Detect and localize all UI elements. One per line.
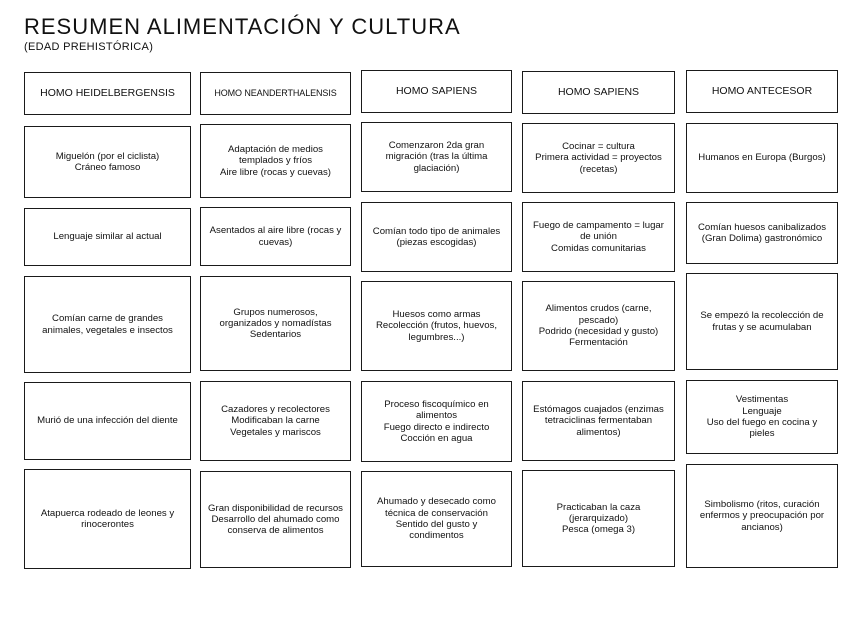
cell: Murió de una infección del diente <box>24 382 191 460</box>
cell: Se empezó la recolección de frutas y se acumulaban <box>686 273 838 370</box>
column-header: HOMO HEIDELBERGENSIS <box>24 72 191 115</box>
cell: Fuego de campamento = lugar de unión Comidas comunitarias <box>522 202 675 272</box>
column-header: HOMO NEANDERTHALENSIS <box>200 72 351 115</box>
cell: Vestimentas Lenguaje Uso del fuego en cocina y pieles <box>686 380 838 454</box>
cell: Practicaban la caza (jerarquizado) Pesca (omega 3) <box>522 470 675 567</box>
column-header: HOMO SAPIENS <box>522 71 675 114</box>
cell: Simbolismo (ritos, curación enfermos y preocupación por ancianos) <box>686 464 838 568</box>
cell: Ahumado y desecado como técnica de conservación Sentido del gusto y condimentos <box>361 471 512 567</box>
cell: Miguelón (por el ciclista) Cráneo famoso <box>24 126 191 198</box>
cell: Alimentos crudos (carne, pescado) Podrido (necesidad y gusto) Fermentación <box>522 281 675 371</box>
page-subtitle: (EDAD PREHISTÓRICA) <box>24 41 154 53</box>
cell: Adaptación de medios templados y fríos Aire libre (rocas y cuevas) <box>200 124 351 198</box>
cell: Proceso fiscoquímico en alimentos Fuego directo e indirecto Cocción en agua <box>361 381 512 462</box>
cell: Atapuerca rodeado de leones y rinocerontes <box>24 469 191 569</box>
cell: Cocinar = cultura Primera actividad = proyectos (recetas) <box>522 123 675 193</box>
cell: Grupos numerosos, organizados y nomadístas Sedentarios <box>200 276 351 371</box>
cell: Asentados al aire libre (rocas y cuevas) <box>200 207 351 266</box>
cell: Comían carne de grandes animales, vegetales e insectos <box>24 276 191 373</box>
cell: Estómagos cuajados (enzimas tetraciclinas fermentaban alimentos) <box>522 381 675 461</box>
cell: Comían todo tipo de animales (piezas escogidas) <box>361 202 512 272</box>
cell: Huesos como armas Recolección (frutos, huevos, legumbres...) <box>361 281 512 371</box>
column-header: HOMO SAPIENS <box>361 70 512 113</box>
cell: Gran disponibilidad de recursos Desarrollo del ahumado como conserva de alimentos <box>200 471 351 568</box>
cell: Comenzaron 2da gran migración (tras la última glaciación) <box>361 122 512 192</box>
cell: Lenguaje similar al actual <box>24 208 191 266</box>
column-header: HOMO ANTECESOR <box>686 70 838 113</box>
cell: Cazadores y recolectores Modificaban la carne Vegetales y mariscos <box>200 381 351 461</box>
cell: Humanos en Europa (Burgos) <box>686 123 838 193</box>
cell: Comían huesos canibalizados (Gran Dolima) gastronómico <box>686 202 838 264</box>
page-title: RESUMEN ALIMENTACIÓN Y CULTURA <box>24 14 461 39</box>
